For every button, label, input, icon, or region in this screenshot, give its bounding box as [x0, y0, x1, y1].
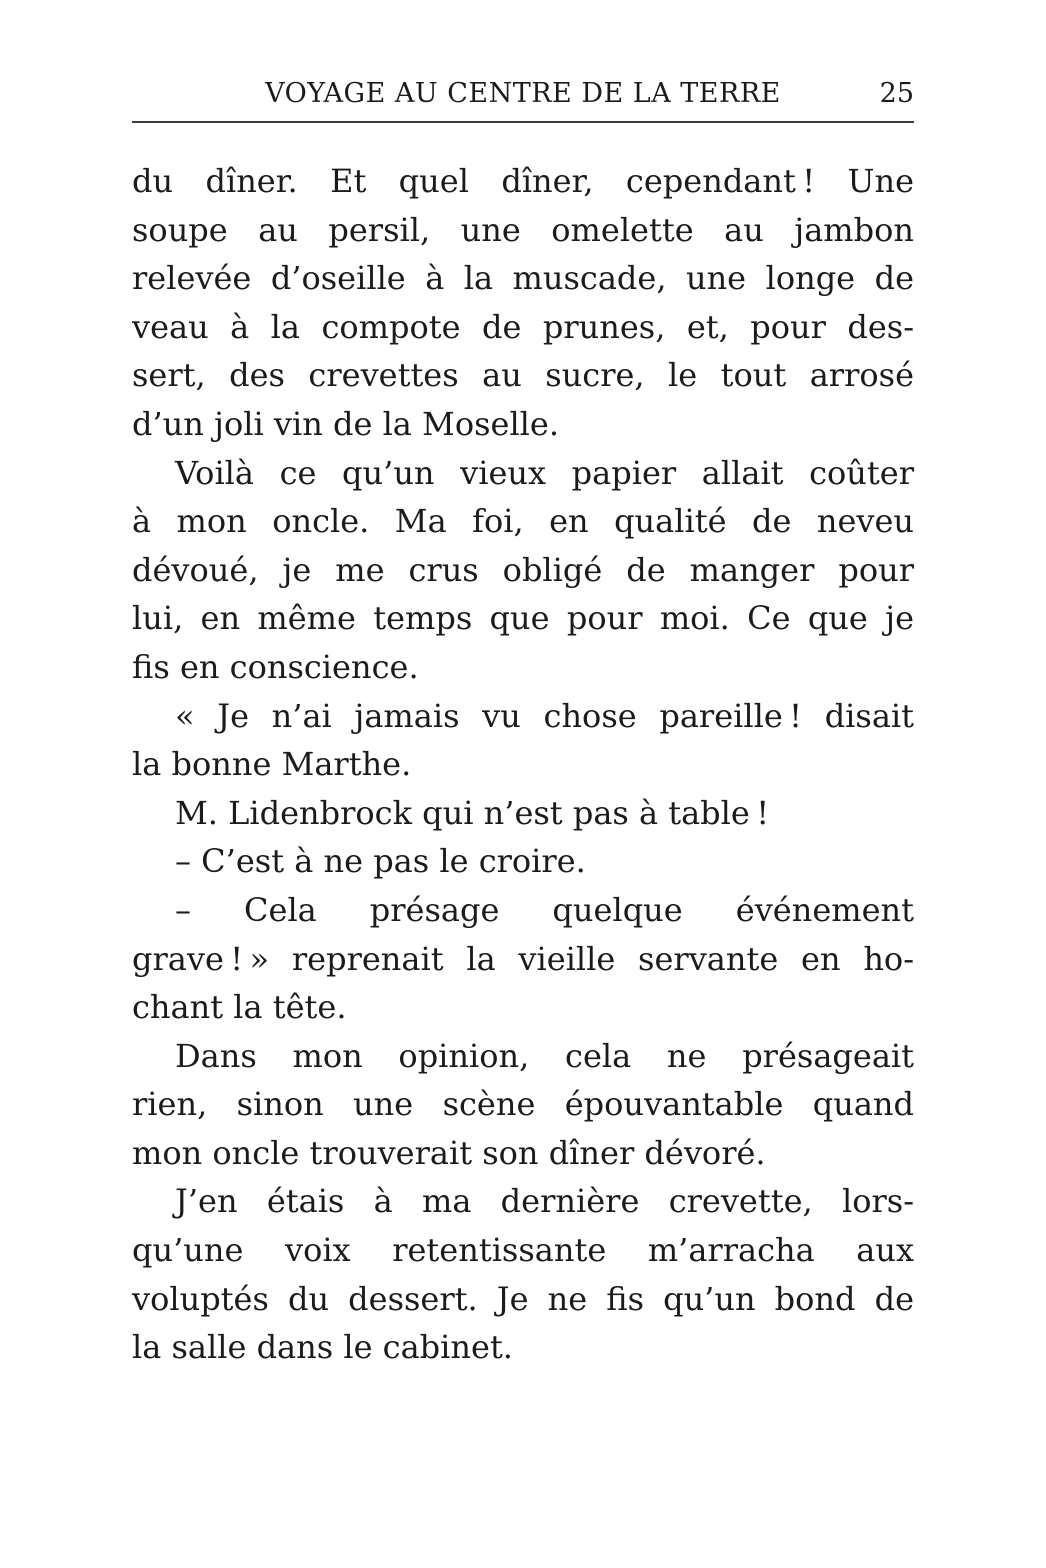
- text-line: rien, sinon une scène épouvantable quand: [132, 1085, 914, 1124]
- text-line: veau à la compote de prunes, et, pour des-: [132, 307, 914, 346]
- paragraph: [132, 1177, 914, 1371]
- text-line: d’un joli vin de la Moselle.: [132, 404, 560, 443]
- text-block: [132, 0, 914, 1372]
- paragraph: [132, 692, 914, 789]
- text-line: Dans mon opinion, cela ne présageait: [175, 1036, 914, 1075]
- paragraph: [132, 449, 914, 692]
- paragraph: [132, 886, 914, 1032]
- paragraph: [132, 789, 914, 838]
- text-line: Voilà ce qu’un vieux papier allait coûter: [175, 453, 914, 492]
- running-header: [132, 70, 914, 123]
- text-line: sert, des crevettes au sucre, le tout arrosé: [132, 356, 914, 395]
- text-line: chant la tête.: [132, 988, 347, 1027]
- text-line: à mon oncle. Ma foi, en qualité de neveu: [132, 502, 914, 541]
- paragraph: [132, 1032, 914, 1178]
- text-line: grave ! » reprenait la vieille servante en ho-: [132, 939, 914, 978]
- page-number: 25: [879, 78, 914, 109]
- text-line: soupe au persil, une omelette au jambon: [132, 210, 914, 249]
- running-header-title: VOYAGE AU CENTRE DE LA TERRE: [265, 78, 781, 109]
- text-line: du dîner. Et quel dîner, cependant ! Une: [132, 162, 914, 200]
- text-line: la salle dans le cabinet.: [132, 1328, 513, 1367]
- text-line: la bonne Marthe.: [132, 745, 412, 784]
- text-line: qu’une voix retentissante m’arracha aux: [132, 1231, 914, 1270]
- text-line: voluptés du dessert. Je ne fis qu’un bond de: [132, 1279, 914, 1318]
- paragraph: [132, 157, 914, 449]
- text-line: dévoué, je me crus obligé de manger pour: [132, 550, 914, 589]
- text-line: – C’est à ne pas le croire.: [175, 842, 586, 881]
- text-line: « Je n’ai jamais vu chose pareille ! disait: [175, 696, 914, 735]
- text-line: mon oncle trouverait son dîner dévoré.: [132, 1133, 766, 1172]
- text-line: lui, en même temps que pour moi. Ce que je: [132, 599, 914, 638]
- text-line: M. Lidenbrock qui n’est pas à table !: [175, 793, 770, 832]
- page-body: [132, 123, 914, 1372]
- text-line: – Cela présage quelque événement: [175, 890, 914, 929]
- text-line: fis en conscience.: [132, 647, 419, 686]
- paragraph: [132, 837, 914, 886]
- text-line: J’en étais à ma dernière crevette, lors-: [175, 1182, 914, 1221]
- text-line: relevée d’oseille à la muscade, une longe de: [132, 259, 914, 298]
